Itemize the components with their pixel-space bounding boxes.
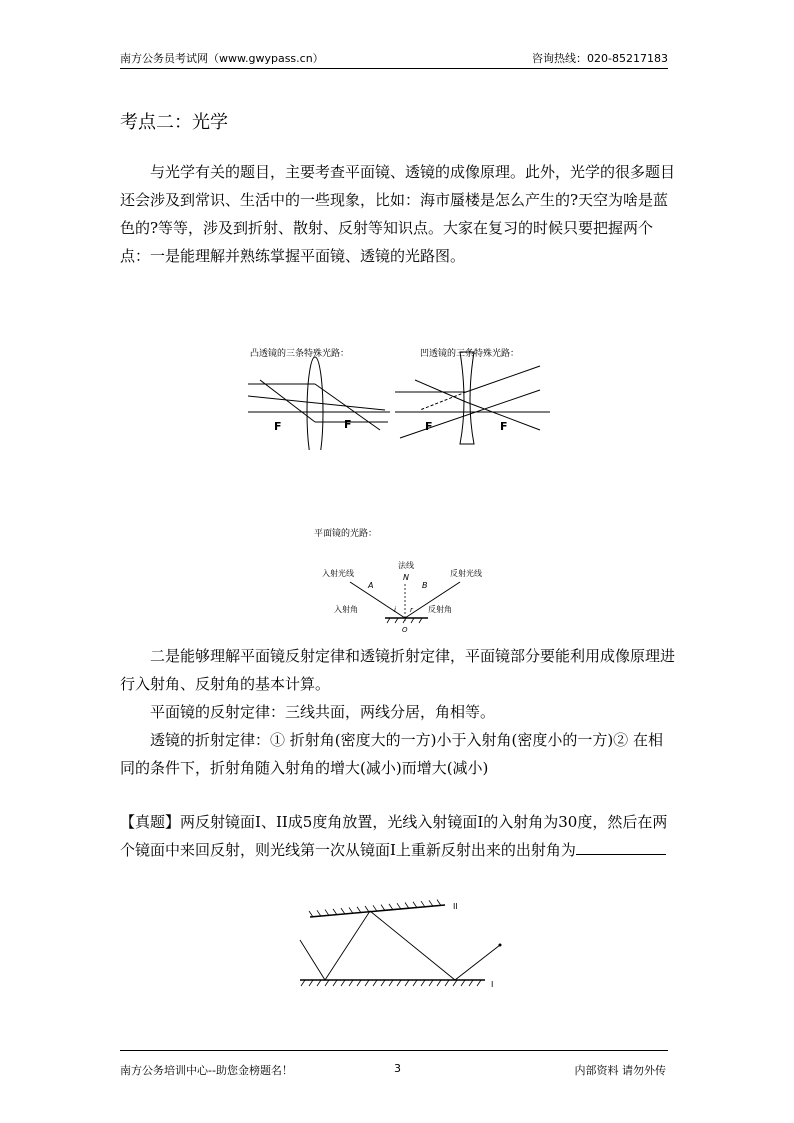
mirror-lower-label: I bbox=[491, 980, 494, 989]
hatch-mark bbox=[469, 980, 473, 986]
answer-blank bbox=[576, 840, 666, 855]
point-n-label: N bbox=[403, 573, 409, 582]
footer-rule bbox=[120, 1050, 668, 1051]
hatch-mark bbox=[413, 980, 417, 986]
hatch-mark bbox=[453, 980, 457, 986]
concave-focus-right: F bbox=[500, 420, 508, 433]
hatch-mark bbox=[373, 905, 377, 911]
hatch-mark bbox=[373, 980, 377, 986]
hatch-mark bbox=[341, 908, 345, 914]
exam-question bbox=[120, 808, 675, 864]
hatch-mark bbox=[389, 980, 393, 986]
hatch-mark bbox=[413, 902, 417, 908]
hatch-mark bbox=[365, 906, 369, 912]
mirror-upper-label: II bbox=[453, 902, 458, 911]
incident-ray-label: 入射光线 bbox=[322, 569, 354, 578]
concave-ray-3 bbox=[415, 380, 466, 402]
mirror-caption: 平面镜的光路： bbox=[314, 529, 378, 539]
hatch-mark bbox=[309, 980, 313, 986]
two-mirror-diagram bbox=[295, 895, 515, 995]
concave-ray-1b bbox=[466, 366, 540, 392]
hatch-mark bbox=[477, 980, 481, 986]
hatch-mark bbox=[381, 905, 385, 911]
normal-label: 法线 bbox=[398, 561, 414, 570]
incident-ray bbox=[350, 582, 405, 618]
hatch-mark bbox=[309, 911, 313, 917]
page-number: 3 bbox=[394, 1062, 401, 1075]
point-o-label: O bbox=[402, 626, 408, 634]
header-hotline: 咨询热线：020-85217183 bbox=[532, 52, 668, 65]
hatch-mark bbox=[389, 904, 393, 910]
two-mirror-diagram-block bbox=[295, 895, 515, 999]
hatch-mark bbox=[445, 980, 449, 986]
hatch-mark bbox=[405, 902, 409, 908]
angle-i-label: i bbox=[394, 606, 396, 614]
hatch-mark bbox=[349, 980, 353, 986]
hatch-mark bbox=[365, 980, 369, 986]
hatch-mark bbox=[341, 980, 345, 986]
question-tag: 【真题】 bbox=[120, 813, 181, 831]
hatch-mark bbox=[437, 900, 441, 906]
hatch-mark bbox=[429, 980, 433, 986]
concave-focus-left: F bbox=[425, 420, 433, 433]
intro-paragraph: 与光学有关的题目，主要考查平面镜、透镜的成像原理。此外，光学的很多题目还会涉及到常识、生活中的一些现象，比如：海市蜃楼是怎么产生的?天空为啥是蓝色的?等等，涉及到折射、散射、反射等知识点。大家在复习的时候只要把握两个点：一是能理解并熟练掌握平面镜、透镜的光路图。 bbox=[120, 163, 676, 265]
hatch-mark bbox=[461, 980, 465, 986]
hatch-mark bbox=[437, 980, 441, 986]
hatch-mark bbox=[325, 910, 329, 916]
hatch-mark bbox=[333, 980, 337, 986]
reflect-angle-label: 反射角 bbox=[428, 605, 452, 614]
footer-notice: 内部资料 请勿外传 bbox=[574, 1064, 666, 1077]
convex-focus-left: F bbox=[274, 420, 282, 433]
hatch-mark bbox=[357, 907, 361, 913]
convex-focus-right: F bbox=[344, 418, 352, 431]
mirror-diagram-block bbox=[310, 526, 500, 640]
angle-r-label: r bbox=[410, 606, 413, 614]
hatch-mark bbox=[429, 900, 433, 906]
footer-slogan: 南方公务培训中心--助您金榜题名！ bbox=[120, 1064, 293, 1077]
hatch-mark bbox=[325, 980, 329, 986]
hatch-mark bbox=[301, 980, 305, 986]
hatch-mark bbox=[421, 901, 425, 907]
law-intro-paragraph: 二是能够理解平面镜反射定律和透镜折射定律，平面镜部分要能利用成像原理进行入射角、反射角的基本计算。 bbox=[120, 647, 676, 693]
hatch-mark bbox=[317, 910, 321, 916]
hatch-mark bbox=[357, 980, 361, 986]
refraction-law: 透镜的折射定律：① 折射角(密度大的一方)小于入射角(密度小的一方)② 在相同的条件下，折射角随入射角的增大(减小)而增大(减小) bbox=[120, 731, 663, 777]
concave-caption: 凹透镜的三条特殊光路： bbox=[420, 349, 520, 359]
hatch-mark bbox=[405, 980, 409, 986]
question-text: 两反射镜面Ⅰ、II成5度角放置，光线入射镜面Ⅰ的入射角为30度，然后在两个镜面中来回反射，则光线第一次从镜面Ⅰ上重新反射出来的出射角为 bbox=[120, 813, 668, 859]
plane-mirror-diagram bbox=[310, 526, 500, 636]
light-ray-path bbox=[300, 911, 500, 980]
hatch-mark bbox=[349, 907, 353, 913]
lens-ray-diagram bbox=[240, 340, 570, 450]
incident-angle-label: 入射角 bbox=[334, 605, 358, 614]
point-a-label: A bbox=[368, 581, 374, 590]
hatch-mark bbox=[317, 980, 321, 986]
hatch-mark bbox=[421, 980, 425, 986]
point-b-label: B bbox=[422, 581, 428, 590]
hatch-mark bbox=[381, 980, 385, 986]
convex-caption: 凸透镜的三条特殊光路： bbox=[250, 349, 350, 359]
concave-ray-1-extension bbox=[420, 392, 466, 410]
hatch-mark bbox=[397, 903, 401, 909]
hatch-mark bbox=[333, 909, 337, 915]
section-title: 考点二：光学 bbox=[120, 112, 228, 133]
lens-diagrams bbox=[240, 340, 570, 454]
header-rule bbox=[120, 68, 668, 69]
reflected-ray-label: 反射光线 bbox=[450, 569, 482, 578]
convex-ray-2 bbox=[248, 396, 385, 410]
hatch-mark bbox=[397, 980, 401, 986]
ray-end-point bbox=[499, 944, 502, 947]
mirror-upper-hatch bbox=[309, 900, 441, 917]
header-site: 南方公务员考试网（www.gwypass.cn） bbox=[120, 52, 324, 65]
concave-lens bbox=[460, 352, 474, 444]
reflection-law: 平面镜的反射定律：三线共面，两线分居，角相等。 bbox=[150, 703, 496, 721]
mirror-lower-hatch bbox=[301, 980, 481, 986]
